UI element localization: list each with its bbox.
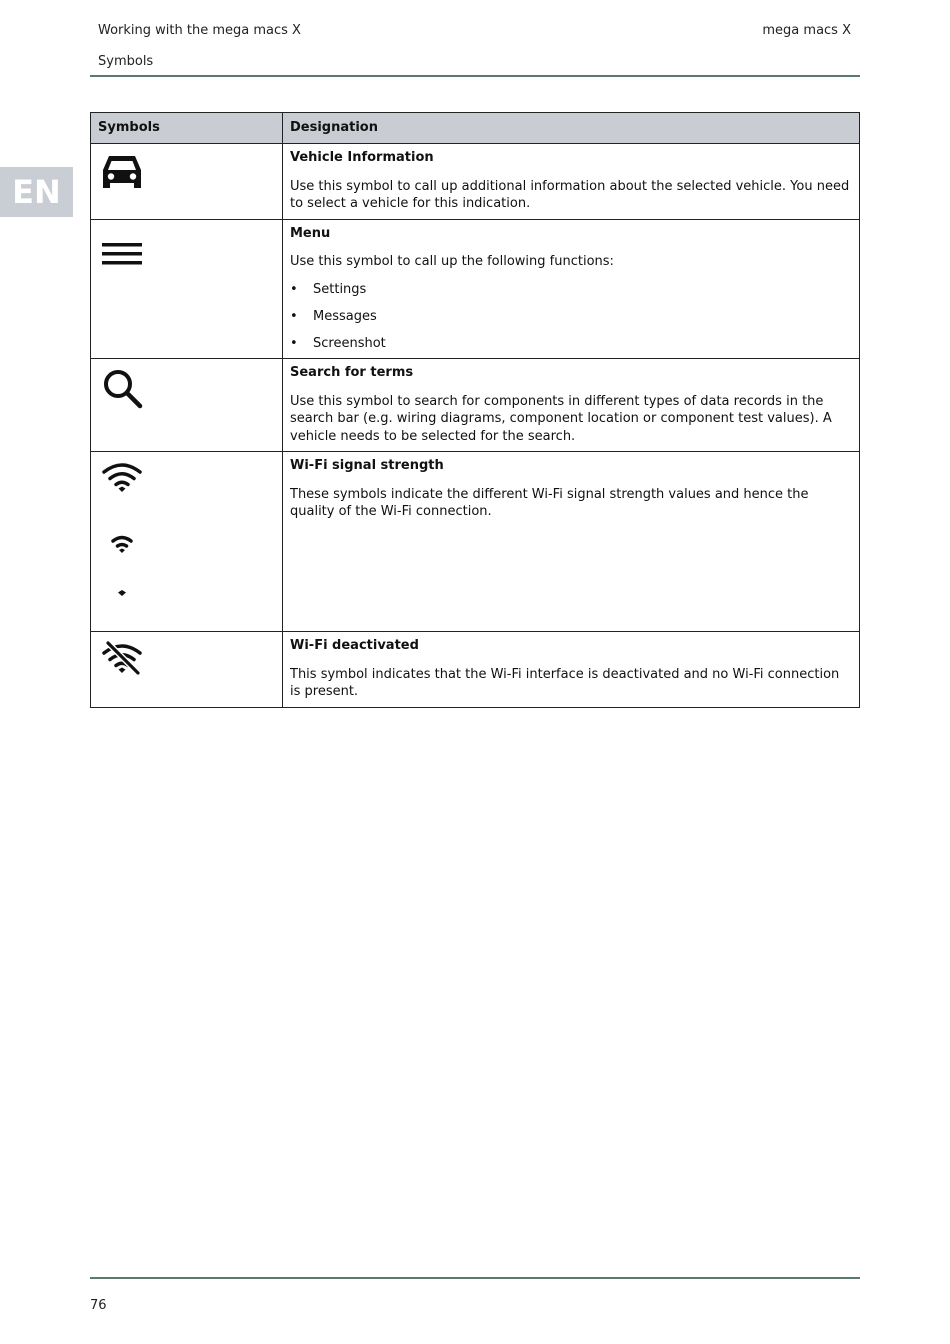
column-header-designation: Designation: [283, 113, 860, 144]
wifi-off-icon: [101, 640, 272, 676]
search-icon: [101, 367, 272, 411]
symbol-cell: [91, 452, 283, 632]
list-item: • Screenshot: [290, 335, 852, 353]
row-title: Menu: [290, 225, 331, 241]
header-rule: [90, 75, 860, 77]
page-number: 76: [90, 1298, 107, 1313]
table-row: [91, 359, 860, 452]
header-section: Symbols: [98, 54, 154, 69]
designation-cell: [283, 632, 860, 708]
row-title: Search for terms: [290, 365, 414, 380]
designation-cell: [283, 144, 860, 220]
designation-cell: [283, 359, 860, 452]
symbol-cell: [91, 219, 283, 359]
symbols-table: [90, 112, 860, 708]
wifi-low-icon: [101, 586, 272, 606]
list-item: • Messages: [290, 308, 852, 326]
row-description: Use this symbol to call up the following functions:: [290, 254, 614, 269]
menu-icon: [101, 234, 272, 270]
wifi-medium-icon: [101, 524, 272, 558]
table-row: [91, 632, 860, 708]
symbol-cell: [91, 632, 283, 708]
wifi-full-icon: [101, 460, 272, 494]
row-title: Vehicle Information: [290, 150, 434, 165]
car-icon: [101, 152, 272, 190]
table-row: [91, 452, 860, 632]
symbol-cell: [91, 359, 283, 452]
table-row: [91, 144, 860, 220]
row-description: Use this symbol to call up additional information about the selected vehicle. You need to select a vehicle for this indication.: [290, 178, 850, 211]
table-row: [91, 219, 860, 359]
function-list: [290, 281, 852, 353]
designation-cell: [283, 219, 860, 359]
row-description: These symbols indicate the different Wi-Fi signal strength values and hence the quality of the Wi-Fi connection.: [290, 486, 809, 519]
row-title: Wi-Fi deactivated: [290, 638, 419, 653]
row-description: This symbol indicates that the Wi-Fi interface is deactivated and no Wi-Fi connection is present.: [290, 666, 840, 699]
list-item: • Settings: [290, 281, 852, 299]
header-chapter: Working with the mega macs X: [98, 23, 301, 38]
designation-cell: [283, 452, 860, 632]
footer-rule: [90, 1277, 860, 1279]
row-description: Use this symbol to search for components in different types of data records in the search bar (e.g. wiring diagrams, component location or component test values). A vehicle needs to be selected for the search.: [290, 393, 832, 444]
row-title: Wi-Fi signal strength: [290, 458, 444, 473]
language-tab: EN: [0, 167, 73, 217]
column-header-symbols: Symbols: [91, 113, 283, 144]
symbol-cell: [91, 144, 283, 220]
header-product: mega macs X: [762, 23, 851, 38]
table-header-row: [91, 113, 860, 144]
